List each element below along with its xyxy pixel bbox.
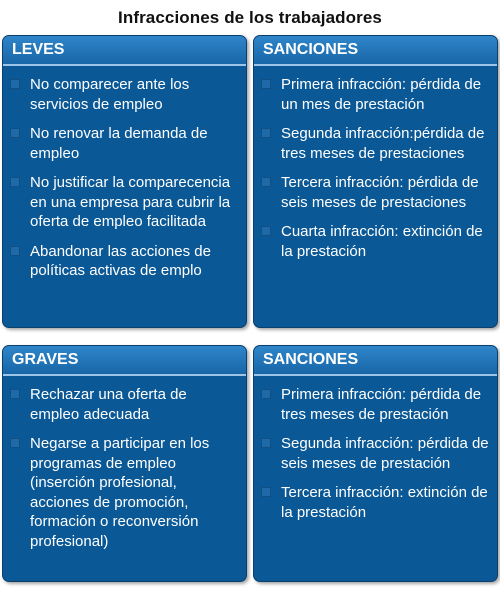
square-bullet-icon <box>261 389 271 399</box>
list-item <box>10 385 240 424</box>
panel-header-sanciones: SANCIONES <box>254 346 497 376</box>
list-item-text: Negarse a participar en los programas de empleo (inserción profesional, acciones de promoción, formación o reconversión profesional) <box>30 435 210 550</box>
list-item-text: Primera infracción: pérdida de un mes de prestación <box>281 76 482 113</box>
list-item-text: Abandonar las acciones de políticas activas de emplo <box>30 242 211 279</box>
square-bullet-icon <box>261 487 271 497</box>
list-item-text: Segunda infracción: pérdida de seis meses de prestación <box>281 435 489 472</box>
list-item <box>10 242 240 281</box>
panel-body-leves <box>3 66 246 281</box>
square-bullet-icon <box>261 177 271 187</box>
list-item <box>261 434 491 473</box>
list-item-text: Primera infracción: pérdida de tres meses de prestación <box>281 386 482 423</box>
panel-leves <box>2 35 247 328</box>
list-item-text: Tercera infracción: extinción de la prestación <box>281 484 488 521</box>
list-item <box>261 483 491 522</box>
panel-body-sanciones <box>254 376 497 522</box>
list-item-text: Rechazar una oferta de empleo adecuada <box>30 386 187 423</box>
list-item <box>10 75 240 114</box>
square-bullet-icon <box>261 79 271 89</box>
square-bullet-icon <box>10 246 20 256</box>
square-bullet-icon <box>261 226 271 236</box>
page-title: Infracciones de los trabajadores <box>118 8 382 27</box>
list-item-text: No justificar la comparecencia en una empresa para cubrir la oferta de empleo facilitada <box>30 174 231 230</box>
list-item-text: No comparecer ante los servicios de empleo <box>30 76 190 113</box>
list-item <box>10 173 240 232</box>
panel-header-sanciones: SANCIONES <box>254 36 497 66</box>
list-item-text: No renovar la demanda de empleo <box>30 125 208 162</box>
panel-body-graves <box>3 376 246 551</box>
square-bullet-icon <box>10 79 20 89</box>
panel-body-sanciones <box>254 66 497 261</box>
list-item-text: Segunda infracción:pérdida de tres meses de prestaciones <box>281 125 485 162</box>
panel-sanciones-graves <box>253 345 498 582</box>
square-bullet-icon <box>10 177 20 187</box>
list-item <box>261 173 491 212</box>
list-item-text: Cuarta infracción: extinción de la prestación <box>281 223 483 260</box>
list-item <box>261 75 491 114</box>
list-item-text: Tercera infracción: pérdida de seis meses de prestaciones <box>281 174 479 211</box>
square-bullet-icon <box>10 389 20 399</box>
square-bullet-icon <box>10 438 20 448</box>
list-item <box>261 385 491 424</box>
panel-header-graves: GRAVES <box>3 346 246 376</box>
panel-header-leves: LEVES <box>3 36 246 66</box>
list-item <box>261 124 491 163</box>
list-item <box>10 124 240 163</box>
list-item <box>261 222 491 261</box>
square-bullet-icon <box>261 438 271 448</box>
panel-sanciones-leves <box>253 35 498 328</box>
list-item <box>10 434 240 551</box>
square-bullet-icon <box>261 128 271 138</box>
square-bullet-icon <box>10 128 20 138</box>
panel-graves <box>2 345 247 582</box>
